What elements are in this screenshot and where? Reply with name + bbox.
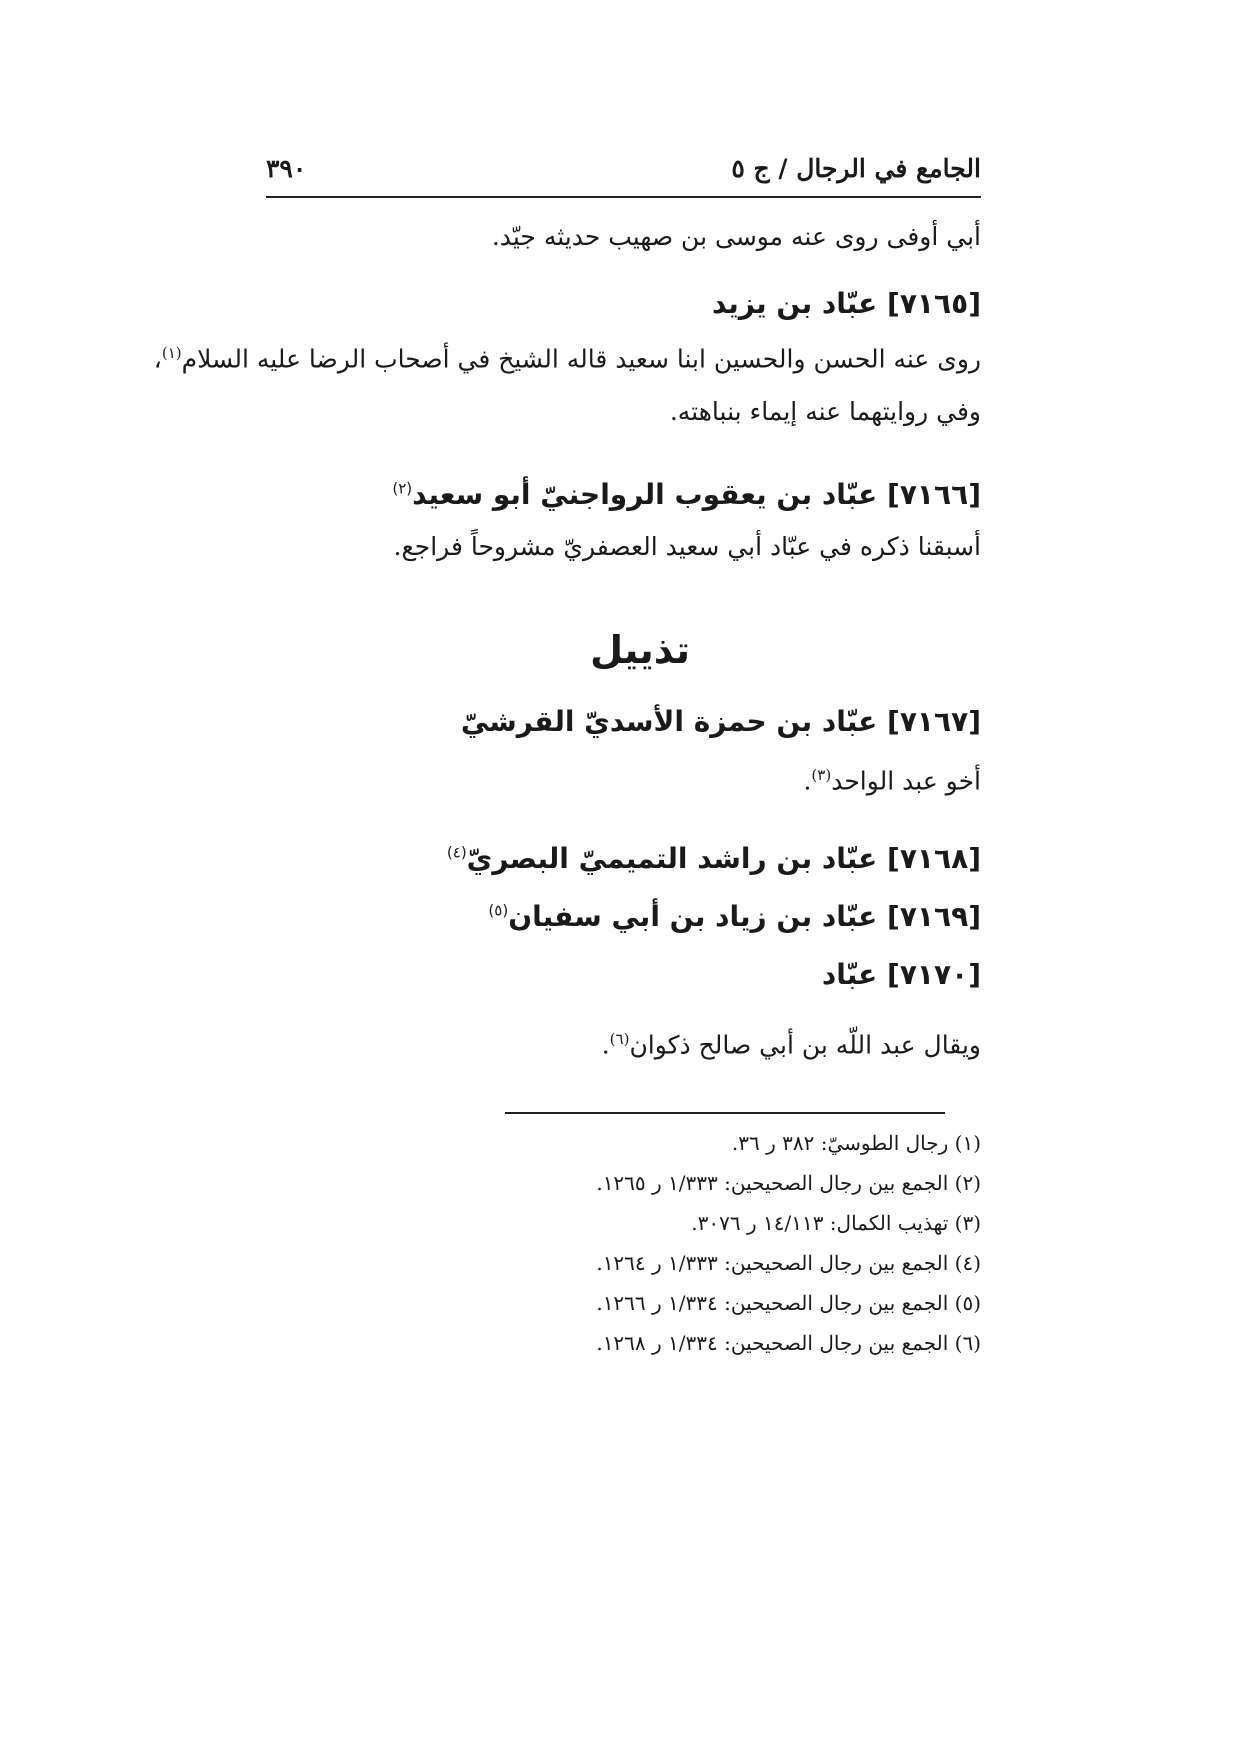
page-header bbox=[266, 150, 981, 198]
entry-heading: [٧١٦٧] عبّاد بن حمزة الأسديّ القرشيّ bbox=[460, 705, 981, 738]
entry-heading: [٧١٦٦] عبّاد بن يعقوب الرواجنيّ أبو سعيد$^{(٢)}$ bbox=[392, 478, 981, 511]
entry-heading: [٧١٦٥] عبّاد بن يزيد bbox=[712, 287, 981, 320]
footnote: (٥) الجمع بين رجال الصحيحين: ١/٣٣٤ ر ١٢٦٦. bbox=[596, 1291, 981, 1315]
page-number: ٣٩٠ bbox=[266, 154, 307, 183]
footnote: (٦) الجمع بين رجال الصحيحين: ١/٣٣٤ ر ١٢٦٨. bbox=[596, 1331, 981, 1355]
footnote: (٣) تهذيب الكمال: ١٤/١١٣ ر ٣٠٧٦. bbox=[691, 1211, 981, 1235]
section-title: تذييل bbox=[590, 628, 690, 672]
entry-heading: [٧١٧٠] عبّاد bbox=[821, 958, 981, 991]
body-line: وفي روايتهما عنه إيماء بنباهته. bbox=[669, 397, 981, 426]
footnote: (١) رجال الطوسيّ: ٣٨٢ ر ٣٦. bbox=[731, 1131, 981, 1155]
footnote-marker: (٥) bbox=[488, 901, 509, 920]
body-line: أسبقنا ذكره في عبّاد أبي سعيد العصفريّ مشروحاً فراجع. bbox=[393, 532, 981, 561]
footnote-marker: (٣) bbox=[811, 766, 832, 784]
body-line: أبي أوفى روى عنه موسى بن صهيب حديثه جيّد. bbox=[491, 222, 981, 251]
footnote: (٤) الجمع بين رجال الصحيحين: ١/٣٣٣ ر ١٢٦٤. bbox=[596, 1251, 981, 1275]
entry-heading: [٧١٦٩] عبّاد بن زياد بن أبي سفيان$^{(٥)}$ bbox=[488, 900, 981, 933]
body-line: روى عنه الحسن والحسين ابنا سعيد قاله الشيخ في أصحاب الرضا عليه السلام$^{(١)}$، bbox=[153, 344, 981, 374]
body-line: أخو عبد الواحد$^{(٣)}$. bbox=[803, 766, 981, 796]
footnote-marker: (٢) bbox=[392, 479, 413, 498]
footnote: (٢) الجمع بين رجال الصحيحين: ١/٣٣٣ ر ١٢٦٥. bbox=[596, 1171, 981, 1195]
footnote-marker: (١) bbox=[161, 344, 182, 362]
footnote-separator bbox=[505, 1112, 945, 1114]
running-title: الجامع في الرجال / ج ٥ bbox=[731, 154, 981, 183]
footnote-marker: (٤) bbox=[446, 843, 467, 862]
entry-heading: [٧١٦٨] عبّاد بن راشد التميميّ البصريّ$^{(٤)}$ bbox=[446, 842, 981, 875]
footnote-marker: (٦) bbox=[609, 1030, 630, 1048]
body-line: ويقال عبد اللّه بن أبي صالح ذكوان$^{(٦)}$. bbox=[601, 1030, 981, 1060]
